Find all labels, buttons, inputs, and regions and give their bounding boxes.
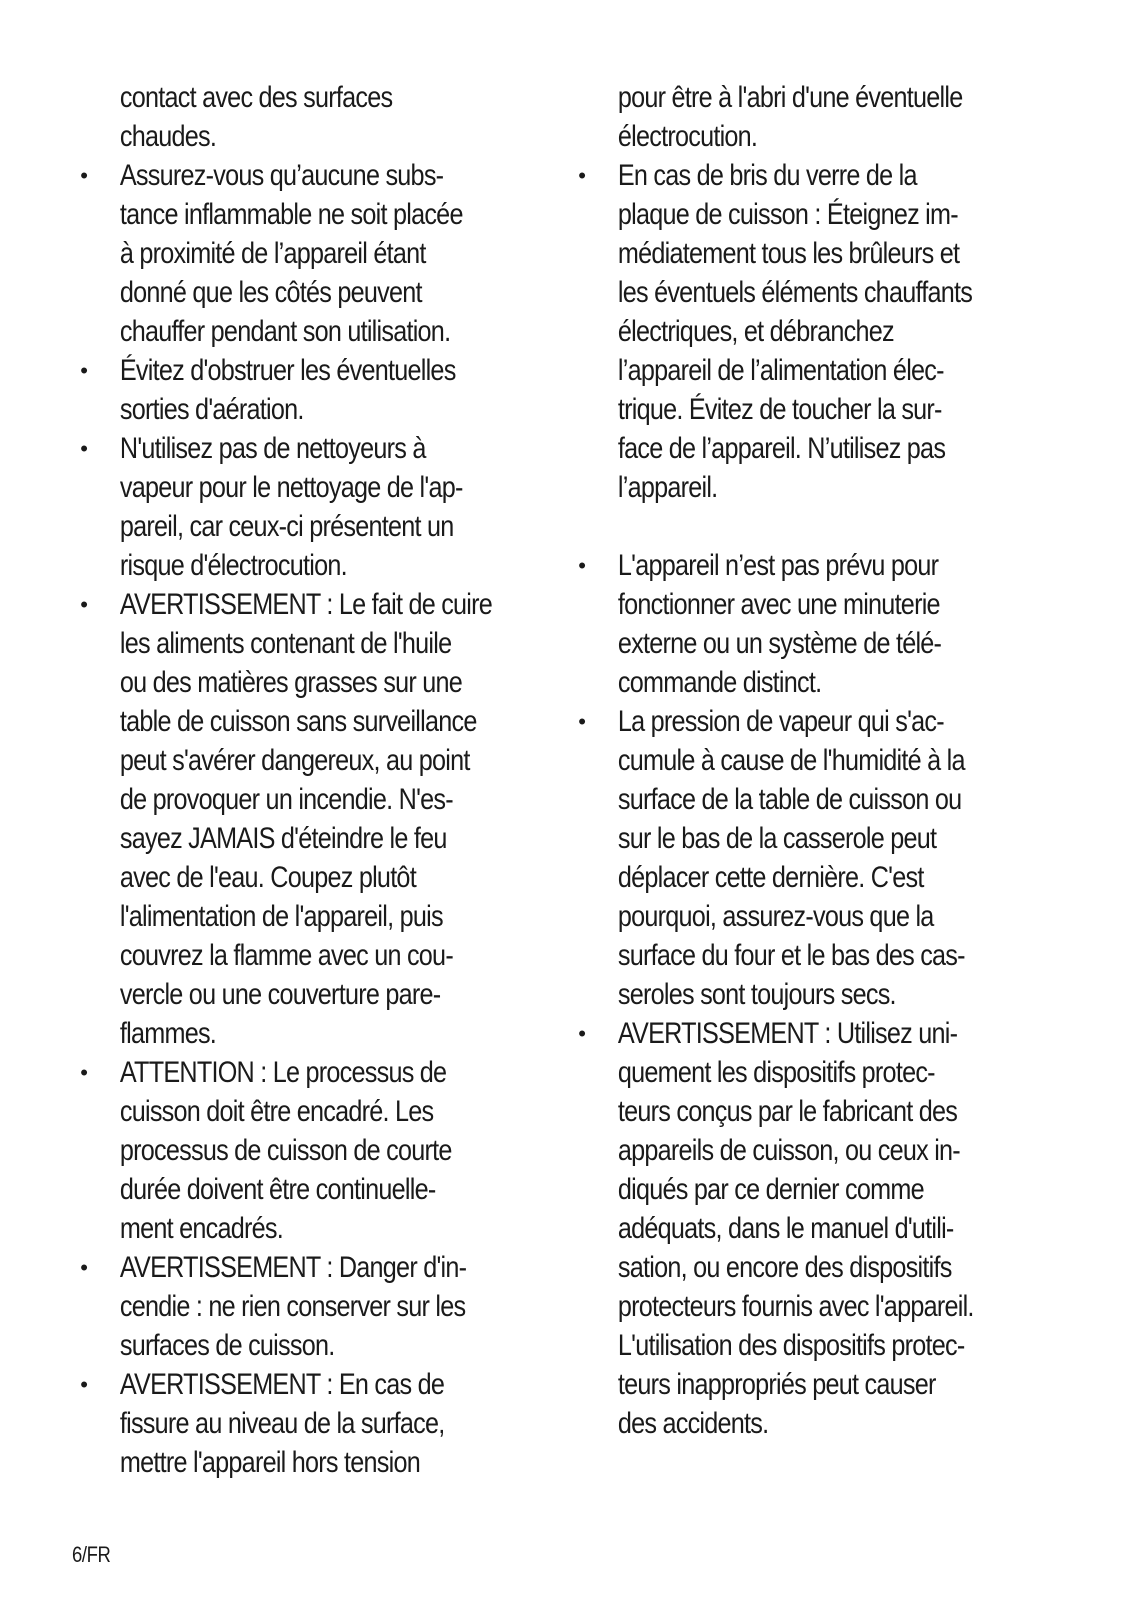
- right-column: [570, 78, 1070, 1443]
- text-line: [72, 1365, 475, 1404]
- line-text: sayez JAMAIS d'éteindre le feu: [119, 822, 447, 855]
- line-text: peut s'avérer dangereux, au point: [119, 744, 470, 777]
- line-text: couvrez la flamme avec un cou-: [119, 939, 453, 972]
- text-line: [570, 1053, 990, 1092]
- text-line: [570, 702, 990, 741]
- line-text: à proximité de l’appareil étant: [119, 237, 426, 270]
- text-line: [570, 1209, 990, 1248]
- text-line: [570, 1365, 990, 1404]
- text-line: [72, 975, 475, 1014]
- text-line: [72, 702, 475, 741]
- line-text: N'utilisez pas de nettoyeurs à: [119, 432, 426, 465]
- text-line: [570, 234, 990, 273]
- bullet-icon: •: [578, 163, 586, 188]
- text-line: [570, 468, 990, 507]
- line-text: de provoquer un incendie. N'es-: [119, 783, 453, 816]
- text-line: [72, 1404, 475, 1443]
- line-text: teurs conçus par le fabricant des: [617, 1095, 958, 1128]
- line-text: AVERTISSEMENT : Utilisez uni-: [617, 1017, 958, 1050]
- line-text: AVERTISSEMENT : Le fait de cuire: [119, 588, 493, 621]
- line-text: commande distinct.: [617, 666, 822, 699]
- text-line: [570, 975, 990, 1014]
- text-line: [72, 819, 475, 858]
- line-text: des accidents.: [617, 1407, 769, 1440]
- line-text: fissure au niveau de la surface,: [119, 1407, 445, 1440]
- text-line: [570, 624, 990, 663]
- line-text: teurs inappropriés peut causer: [617, 1368, 936, 1401]
- text-line: [570, 351, 990, 390]
- line-text: vapeur pour le nettoyage de l'ap-: [119, 471, 463, 504]
- line-text: appareils de cuisson, ou ceux in-: [617, 1134, 960, 1167]
- text-line: [570, 585, 990, 624]
- line-text: l'alimentation de l'appareil, puis: [119, 900, 443, 933]
- text-line: [570, 429, 990, 468]
- line-text: surface de la table de cuisson ou: [617, 783, 962, 816]
- text-line: [72, 234, 475, 273]
- bullet-icon: •: [578, 553, 586, 578]
- bullet-icon: •: [80, 358, 88, 383]
- text-line: [570, 1170, 990, 1209]
- line-text: chauffer pendant son utilisation.: [119, 315, 451, 348]
- line-text: trique. Évitez de toucher la sur-: [617, 393, 942, 426]
- text-line: [570, 1326, 990, 1365]
- line-text: sorties d'aération.: [119, 393, 304, 426]
- text-line: [570, 897, 990, 936]
- text-line: [570, 273, 990, 312]
- line-text: quement les dispositifs protec-: [617, 1056, 935, 1089]
- line-text: ATTENTION : Le processus de: [119, 1056, 447, 1089]
- text-line: [570, 390, 990, 429]
- bullet-icon: •: [80, 163, 88, 188]
- text-line: [570, 1248, 990, 1287]
- text-line: [570, 195, 990, 234]
- line-text: déplacer cette dernière. C'est: [617, 861, 924, 894]
- line-text: externe ou un système de télé-: [617, 627, 942, 660]
- line-text: fonctionner avec une minuterie: [617, 588, 940, 621]
- text-line: [72, 390, 475, 429]
- line-text: les aliments contenant de l'huile: [119, 627, 452, 660]
- line-text: AVERTISSEMENT : Danger d'in-: [119, 1251, 467, 1284]
- line-text: Assurez-vous qu’aucune subs-: [119, 159, 444, 192]
- bullet-icon: •: [80, 592, 88, 617]
- text-line: [570, 78, 990, 117]
- text-line: [570, 819, 990, 858]
- bullet-icon: •: [80, 1372, 88, 1397]
- text-line: [72, 1131, 475, 1170]
- text-line: [72, 585, 493, 624]
- text-line: [72, 1443, 475, 1482]
- line-text: l’appareil de l’alimentation élec-: [617, 354, 944, 387]
- bullet-icon: •: [578, 709, 586, 734]
- text-line: [570, 312, 990, 351]
- bullet-icon: •: [80, 1255, 88, 1280]
- text-line: [72, 468, 475, 507]
- text-line: [72, 1014, 475, 1053]
- line-text: risque d'électrocution.: [119, 549, 347, 582]
- text-line: [72, 936, 475, 975]
- text-line: [72, 741, 475, 780]
- text-line: [72, 351, 475, 390]
- text-line: [570, 663, 990, 702]
- line-text: sur le bas de la casserole peut: [617, 822, 937, 855]
- line-text: Évitez d'obstruer les éventuelles: [119, 354, 456, 387]
- line-text: cendie : ne rien conserver sur les: [119, 1290, 466, 1323]
- bullet-icon: •: [578, 1021, 586, 1046]
- line-text: les éventuels éléments chauffants: [617, 276, 973, 309]
- line-text: contact avec des surfaces: [119, 81, 393, 114]
- line-text: L'utilisation des dispositifs protec-: [617, 1329, 965, 1362]
- text-line: [72, 195, 475, 234]
- text-line: [72, 858, 475, 897]
- text-line: [570, 1287, 990, 1326]
- line-text: chaudes.: [119, 120, 217, 153]
- line-text: adéquats, dans le manuel d'utili-: [617, 1212, 954, 1245]
- line-text: pareil, car ceux-ci présentent un: [119, 510, 454, 543]
- text-line: [72, 1053, 475, 1092]
- line-text: ou des matières grasses sur une: [119, 666, 463, 699]
- text-line: [72, 117, 475, 156]
- line-text: pour être à l'abri d'une éventuelle: [617, 81, 963, 114]
- line-text: L'appareil n’est pas prévu pour: [617, 549, 939, 582]
- line-text: durée doivent être continuelle-: [119, 1173, 436, 1206]
- text-line: [72, 1326, 475, 1365]
- text-line: [72, 780, 475, 819]
- line-text: l’appareil.: [617, 471, 718, 504]
- text-line: [72, 624, 475, 663]
- line-text: diqués par ce dernier comme: [617, 1173, 924, 1206]
- line-text: électriques, et débranchez: [617, 315, 894, 348]
- text-line: [72, 312, 475, 351]
- line-text: sation, ou encore des dispositifs: [617, 1251, 952, 1284]
- line-text: médiatement tous les brûleurs et: [617, 237, 960, 270]
- text-line: [72, 1248, 475, 1287]
- text-line: [570, 1092, 990, 1131]
- text-line: [72, 156, 475, 195]
- line-text: ment encadrés.: [119, 1212, 283, 1245]
- text-line: [570, 858, 990, 897]
- text-line: [72, 897, 475, 936]
- line-text: cuisson doit être encadré. Les: [119, 1095, 434, 1128]
- line-text: cumule à cause de l'humidité à la: [617, 744, 965, 777]
- text-line: [570, 117, 990, 156]
- line-text: mettre l'appareil hors tension: [119, 1446, 420, 1479]
- text-line: [570, 1404, 990, 1443]
- text-line: [72, 663, 475, 702]
- text-line: [72, 1209, 475, 1248]
- text-line: [72, 273, 475, 312]
- text-line: [72, 1287, 475, 1326]
- line-text: pourquoi, assurez-vous que la: [617, 900, 934, 933]
- bullet-icon: •: [80, 1060, 88, 1085]
- line-text: avec de l'eau. Coupez plutôt: [119, 861, 416, 894]
- line-text: électrocution.: [617, 120, 758, 153]
- line-text: surfaces de cuisson.: [119, 1329, 335, 1362]
- text-line: [72, 1092, 475, 1131]
- line-text: flammes.: [119, 1017, 217, 1050]
- left-column: [72, 78, 552, 1482]
- text-line: [570, 741, 990, 780]
- line-text: protecteurs fournis avec l'appareil.: [617, 1290, 974, 1323]
- bullet-icon: •: [80, 436, 88, 461]
- line-text: AVERTISSEMENT : En cas de: [119, 1368, 445, 1401]
- line-text: plaque de cuisson : Éteignez im-: [617, 198, 958, 231]
- line-text: tance inflammable ne soit placée: [119, 198, 463, 231]
- text-line: [570, 780, 990, 819]
- line-text: face de l’appareil. N’utilisez pas: [617, 432, 946, 465]
- line-text: seroles sont toujours secs.: [617, 978, 896, 1011]
- line-text: vercle ou une couverture pare-: [119, 978, 441, 1011]
- text-line: [72, 1170, 475, 1209]
- text-line: [570, 156, 990, 195]
- text-line: [570, 1131, 990, 1170]
- text-line: [72, 429, 475, 468]
- line-text: processus de cuisson de courte: [119, 1134, 452, 1167]
- text-line: [570, 936, 990, 975]
- page-number: 6/FR: [72, 1542, 111, 1567]
- text-line: [570, 546, 990, 585]
- line-text: surface du four et le bas des cas-: [617, 939, 965, 972]
- line-text: En cas de bris du verre de la: [617, 159, 917, 192]
- line-text: table de cuisson sans surveillance: [119, 705, 477, 738]
- text-line: [570, 507, 990, 546]
- text-line: [72, 546, 475, 585]
- line-text: donné que les côtés peuvent: [119, 276, 422, 309]
- line-text: La pression de vapeur qui s'ac-: [617, 705, 944, 738]
- text-line: [72, 78, 475, 117]
- text-line: [570, 1014, 990, 1053]
- text-line: [72, 507, 475, 546]
